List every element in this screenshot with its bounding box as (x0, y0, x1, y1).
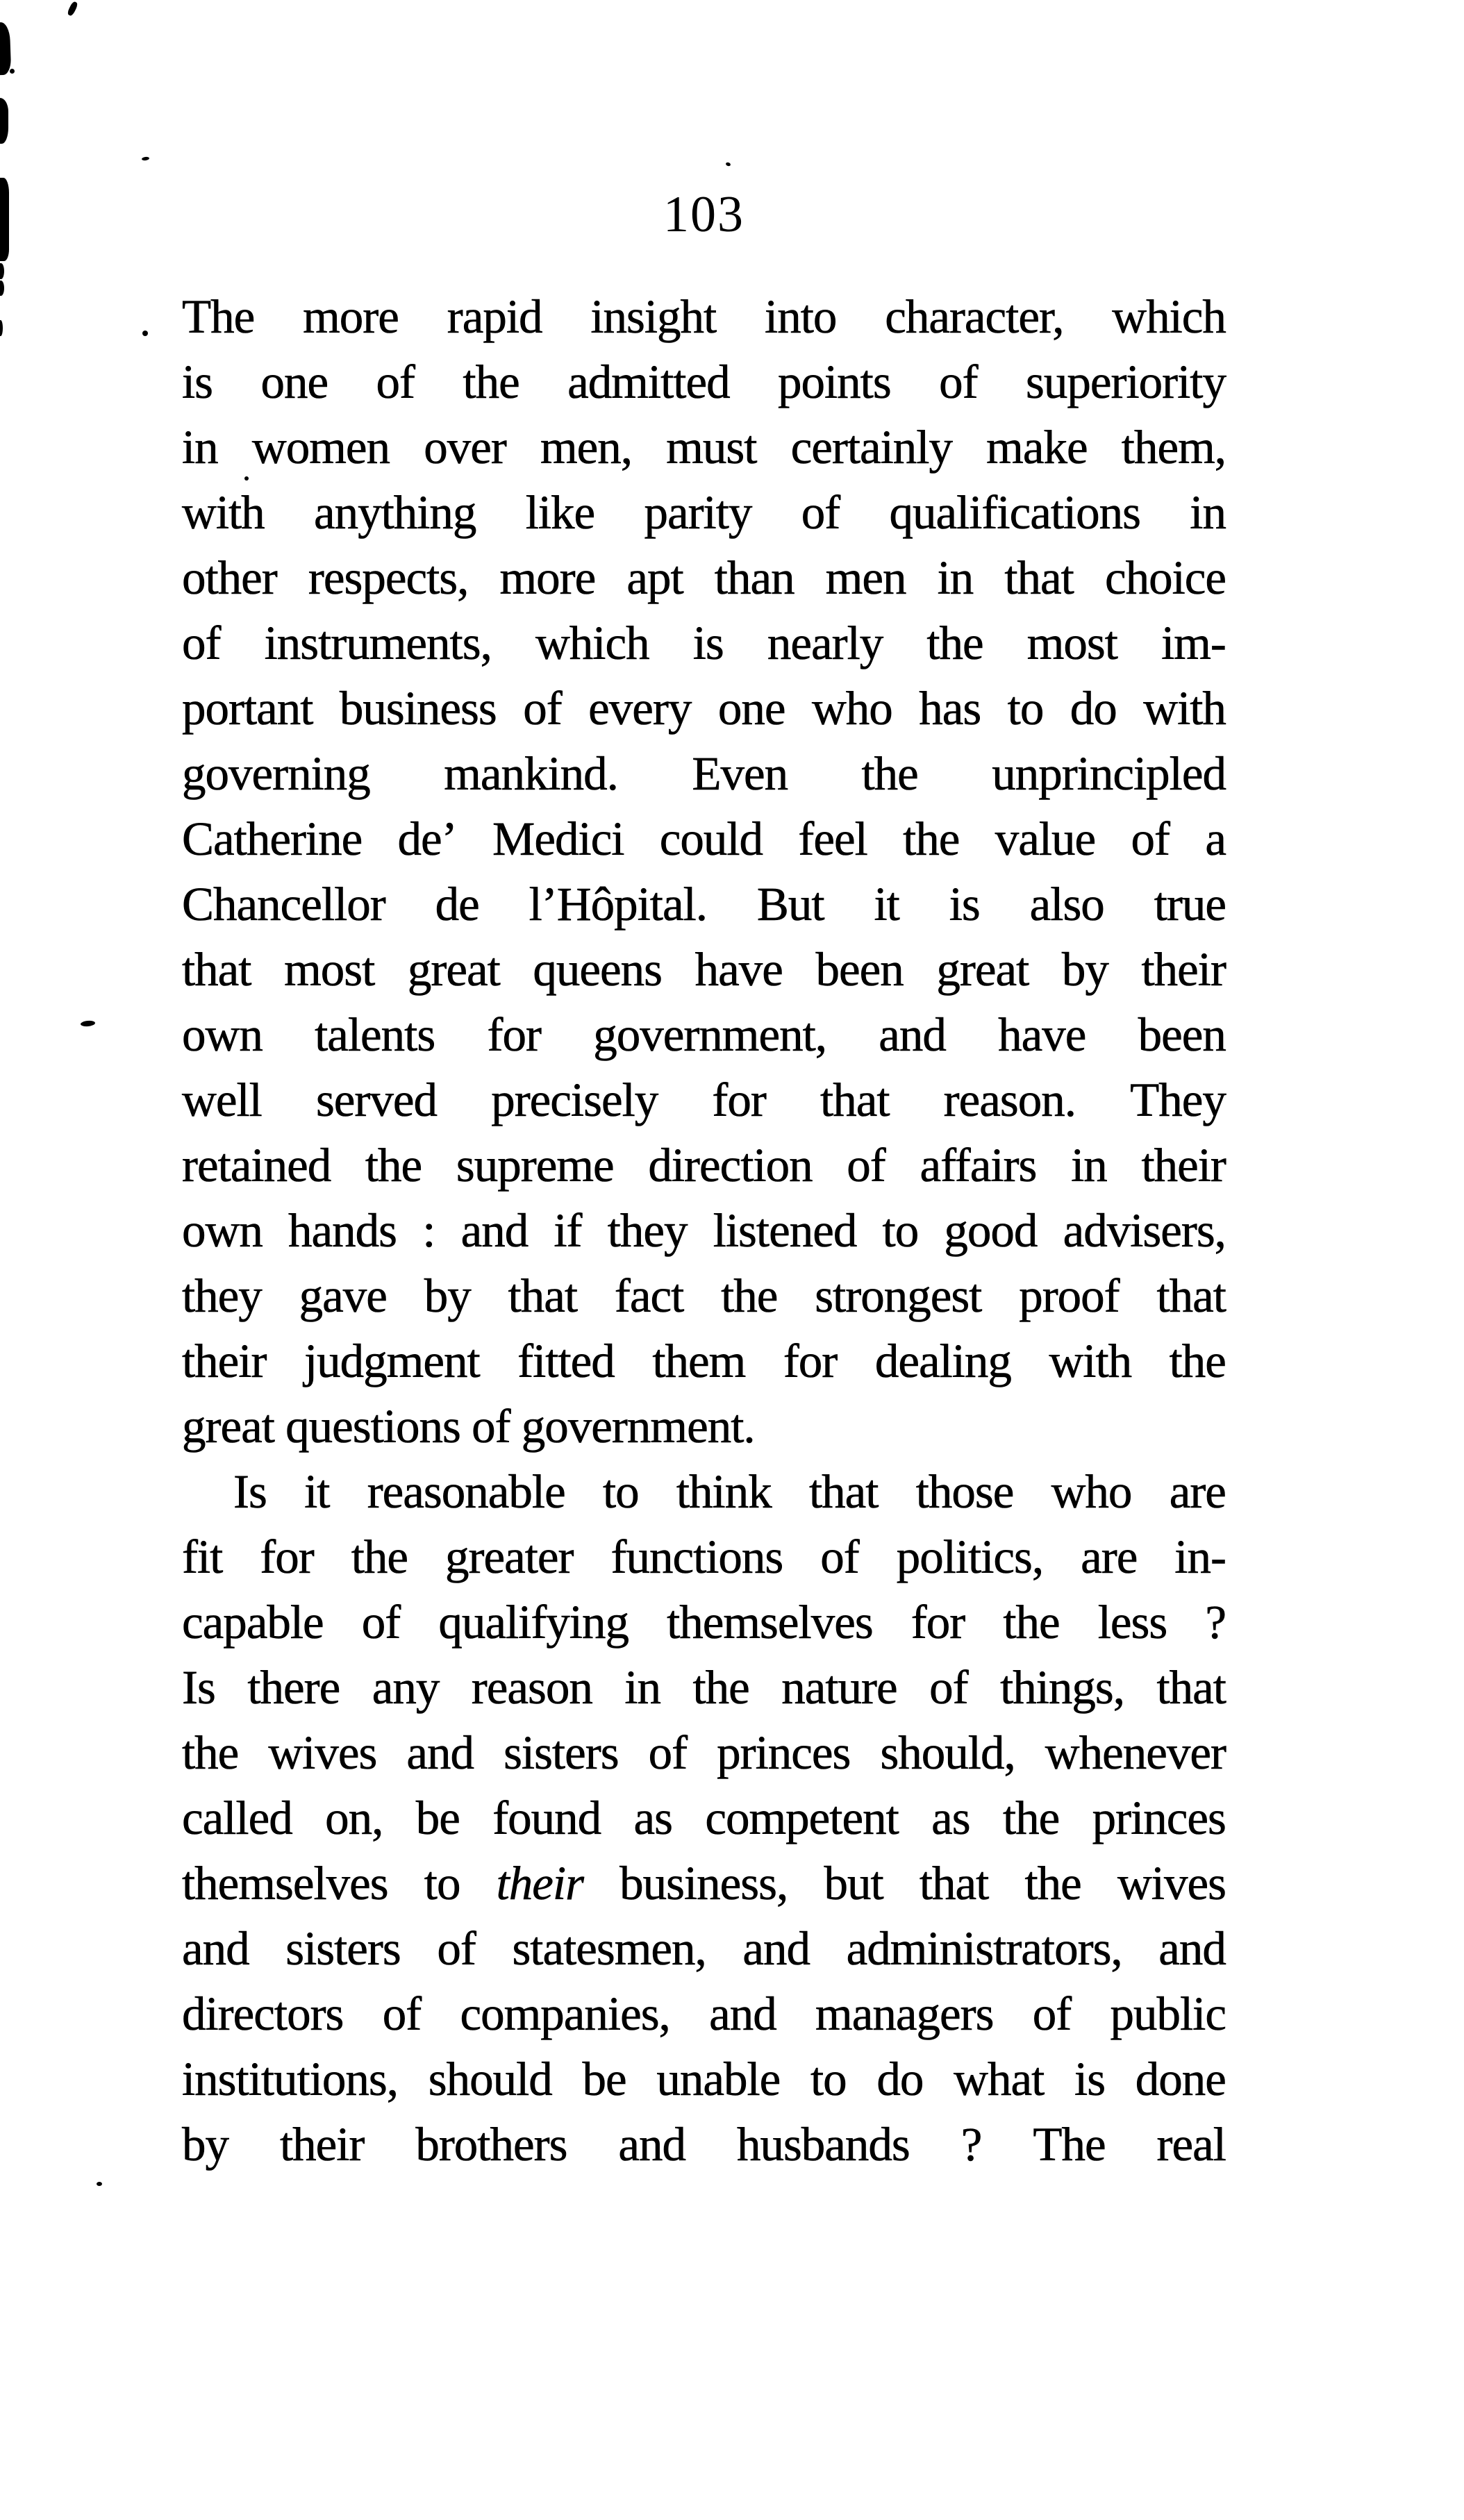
ink-dot-near-page-number (725, 162, 731, 167)
text-line (182, 1785, 1226, 1851)
word: for (260, 1530, 314, 1583)
word: ? (1205, 1596, 1226, 1649)
word: of (939, 356, 978, 408)
text-line (182, 806, 1226, 871)
word: and (709, 1987, 776, 2040)
word: parity (644, 486, 752, 539)
word: there (247, 1661, 340, 1714)
word: a (1205, 812, 1226, 865)
word: precisely (491, 1074, 658, 1126)
word: : (422, 1204, 435, 1257)
word: retained (182, 1139, 331, 1192)
word: also (1029, 878, 1104, 931)
word: the (351, 1530, 408, 1583)
text-line (182, 1916, 1226, 1981)
word: sisters (504, 1726, 619, 1779)
word: and (618, 2118, 686, 2171)
word: nearly (767, 617, 883, 669)
word: business, (619, 1857, 788, 1910)
word: on, (325, 1792, 383, 1844)
word: companies, (460, 1987, 670, 2040)
word: reasonable (367, 1465, 565, 1518)
word: of (437, 1922, 476, 1975)
word: has (919, 682, 981, 735)
word: public (1110, 1987, 1226, 2040)
word: strongest (815, 1269, 982, 1322)
word: could (659, 812, 763, 865)
word: the (365, 1139, 422, 1192)
word: husbands (736, 2118, 910, 2171)
word: to (424, 1857, 460, 1910)
word: which (1112, 290, 1226, 343)
word: them (652, 1335, 746, 1387)
ink-tick-top-artifact (67, 1, 78, 17)
word: great (936, 943, 1029, 996)
word: wives (1117, 1857, 1226, 1910)
word: their (182, 1335, 267, 1387)
word: good (944, 1204, 1038, 1257)
word: They (1130, 1074, 1226, 1126)
word: reason (471, 1661, 592, 1714)
word: governing (182, 747, 370, 800)
word: their (279, 2118, 365, 2171)
word: functions (610, 1530, 783, 1583)
word: of (376, 356, 415, 408)
word: princes (717, 1726, 851, 1779)
text-line (182, 1263, 1226, 1328)
word: most (284, 943, 375, 996)
word: true (1154, 878, 1226, 931)
word: that (508, 1269, 578, 1322)
word: the (1002, 1792, 1060, 1844)
word: to (1007, 682, 1044, 735)
word: for (910, 1596, 965, 1649)
word: of (523, 682, 562, 735)
text-line (182, 871, 1226, 937)
word: anything (313, 486, 476, 539)
ink-dash-left-margin (81, 1020, 96, 1027)
word: of (1131, 812, 1170, 865)
word: in- (1174, 1530, 1226, 1583)
word: the (1003, 1596, 1060, 1649)
word: that (919, 1857, 989, 1910)
word: sisters (285, 1922, 401, 1975)
word: for (712, 1074, 766, 1126)
binding-blob-artifact (0, 22, 11, 76)
word: but (824, 1857, 883, 1910)
word: to (602, 1465, 639, 1518)
word: government, (593, 1008, 827, 1061)
word: mankind. (444, 747, 618, 800)
text-line (182, 1851, 1226, 1916)
word: character, (885, 290, 1064, 343)
word: be (415, 1792, 460, 1844)
word: make (986, 421, 1088, 474)
word: in (937, 551, 974, 604)
text-line (182, 1328, 1226, 1394)
word: proof (1019, 1269, 1120, 1322)
word: Medici (492, 812, 624, 865)
word: most (1026, 617, 1117, 669)
word: listened (713, 1204, 857, 1257)
word: instruments, (264, 617, 492, 669)
word: managers (815, 1987, 994, 2040)
word: gave (299, 1269, 387, 1322)
word: judgment (303, 1335, 480, 1387)
word: men, (540, 421, 633, 474)
word: capable (182, 1596, 324, 1649)
word: like (525, 486, 595, 539)
word: of (182, 617, 221, 669)
word: superiority (1026, 356, 1226, 408)
word: advisers, (1063, 1204, 1226, 1257)
word: portant (182, 682, 313, 735)
word: Catherine (182, 812, 363, 865)
word: it (874, 878, 899, 931)
word: wives (268, 1726, 377, 1779)
word: administrators, (846, 1922, 1122, 1975)
text-line (182, 545, 1226, 610)
word: ? (960, 2118, 982, 2171)
word: unable (656, 2053, 781, 2105)
text-line (182, 415, 1226, 480)
word: But (756, 878, 824, 931)
word: men (825, 551, 906, 604)
word: fact (614, 1269, 684, 1322)
word: queens (533, 943, 663, 996)
word: found (492, 1792, 601, 1844)
word: princes (1092, 1792, 1226, 1844)
word: other (182, 551, 277, 604)
word: competent (705, 1792, 899, 1844)
word: of (847, 1139, 885, 1192)
word: fit (182, 1530, 223, 1583)
word: more (303, 290, 399, 343)
text-line (182, 2112, 1226, 2177)
text-line (182, 349, 1226, 415)
word: have (694, 943, 783, 996)
word: and (1158, 1922, 1226, 1975)
word: themselves (667, 1596, 873, 1649)
word: points (778, 356, 891, 408)
word: directors (182, 1987, 344, 2040)
word: women (251, 421, 390, 474)
word: than (714, 551, 795, 604)
word: who (1051, 1465, 1132, 1518)
word: talents (315, 1008, 435, 1061)
text-line (182, 1002, 1226, 1067)
word: institutions, (182, 2053, 398, 2105)
word: the (463, 356, 519, 408)
word: unprincipled (992, 747, 1226, 800)
word: over (424, 421, 506, 474)
word: insight (590, 290, 717, 343)
ink-dot-bottom-left (97, 2182, 102, 2186)
word: hands (288, 1204, 397, 1257)
word: they (182, 1269, 262, 1322)
word: those (915, 1465, 1014, 1518)
word: for (487, 1008, 541, 1061)
ink-dash-artifact (142, 156, 150, 160)
word: and (742, 1922, 810, 1975)
binding-blob-artifact (0, 281, 4, 296)
word: have (998, 1008, 1086, 1061)
text-line: great questions of government. (182, 1400, 755, 1453)
word: the (721, 1269, 778, 1322)
word: of (382, 1987, 422, 2040)
word: own (182, 1008, 263, 1061)
word: dealing (874, 1335, 1011, 1387)
word: in (624, 1661, 661, 1714)
word: that (1156, 1269, 1226, 1322)
text-line (182, 1524, 1226, 1589)
word: them, (1121, 421, 1226, 474)
text-line (182, 1589, 1226, 1655)
word: who (811, 682, 892, 735)
word: The (182, 290, 255, 343)
word: affairs (920, 1139, 1037, 1192)
word: in (182, 421, 218, 474)
word: are (1081, 1530, 1138, 1583)
word: of (648, 1726, 688, 1779)
word: to (810, 2053, 847, 2105)
word: been (815, 943, 904, 996)
binding-blob-artifact (0, 178, 9, 261)
text-line (182, 2046, 1226, 2112)
word: greater (445, 1530, 574, 1583)
word: they (607, 1204, 688, 1257)
word: respects, (308, 551, 469, 604)
word: Is (233, 1465, 267, 1518)
word: should, (880, 1726, 1015, 1779)
word: brothers (415, 2118, 567, 2171)
text-line (182, 1720, 1226, 1785)
word: as (633, 1792, 673, 1844)
word: is (1074, 2053, 1106, 2105)
word: rapid (447, 290, 542, 343)
word: what (954, 2053, 1045, 2105)
binding-blob-artifact (0, 98, 8, 144)
word: one (260, 356, 328, 408)
text-line (182, 1067, 1226, 1133)
word: reason. (943, 1074, 1076, 1126)
word: any (372, 1661, 440, 1714)
word: of (820, 1530, 859, 1583)
word: into (765, 290, 837, 343)
word: that (182, 943, 251, 996)
word: by (1061, 943, 1108, 996)
word: the (692, 1661, 749, 1714)
word: qualifications (889, 486, 1141, 539)
word: nature (781, 1661, 897, 1714)
binding-blob-dot-artifact (10, 69, 15, 74)
word: im- (1161, 617, 1226, 669)
word: themselves (182, 1857, 388, 1910)
word: in (1190, 486, 1226, 539)
word: been (1138, 1008, 1226, 1061)
text-line (182, 1981, 1226, 2046)
word: Even (692, 747, 788, 800)
word: The (1033, 2118, 1106, 2171)
word: should (428, 2053, 552, 2105)
word: of (1032, 1987, 1072, 2040)
word: with (182, 486, 265, 539)
text-line (182, 480, 1226, 545)
word: own (182, 1204, 263, 1257)
word: done (1135, 2053, 1226, 2105)
word: in (1071, 1139, 1107, 1192)
word: the (1169, 1335, 1226, 1387)
word: must (666, 421, 757, 474)
text-line (182, 937, 1226, 1002)
text-line (182, 741, 1226, 806)
word: supreme (456, 1139, 614, 1192)
word: do (876, 2053, 924, 2105)
word: business (339, 682, 497, 735)
word: be (582, 2053, 626, 2105)
word: served (315, 1074, 438, 1126)
word: less (1097, 1596, 1167, 1649)
word: direction (648, 1139, 813, 1192)
text-line (182, 1459, 1226, 1524)
word: as (931, 1792, 970, 1844)
word: the (182, 1726, 239, 1779)
word: and (406, 1726, 474, 1779)
word: and (879, 1008, 946, 1061)
word: every (588, 682, 692, 735)
word: and (460, 1204, 529, 1257)
word: that (808, 1465, 879, 1518)
text-line (182, 1198, 1226, 1263)
word: by (424, 1269, 471, 1322)
word: if (554, 1204, 582, 1257)
word: qualifying (438, 1596, 629, 1649)
word: that (1004, 551, 1074, 604)
word: politics, (896, 1530, 1044, 1583)
word: do (1070, 682, 1117, 735)
word: admitted (567, 356, 730, 408)
binding-blob-artifact (0, 320, 3, 336)
word: apt (626, 551, 683, 604)
word: the (903, 812, 960, 865)
word: great (407, 943, 500, 996)
word: is (182, 356, 213, 408)
word: of (361, 1596, 401, 1649)
word: Chancellor (182, 878, 385, 931)
word: it (304, 1465, 330, 1518)
word: are (1169, 1465, 1226, 1518)
word: feel (798, 812, 867, 865)
word: to (882, 1204, 919, 1257)
word: de’ (397, 812, 457, 865)
word: Is (182, 1661, 215, 1714)
word: with (1143, 682, 1226, 735)
word: de (435, 878, 479, 931)
word: statesmen, (512, 1922, 706, 1975)
word: the (926, 617, 983, 669)
word: choice (1104, 551, 1226, 604)
word: with (1049, 1335, 1132, 1387)
word: one (717, 682, 785, 735)
word: the (1024, 1857, 1081, 1910)
text-line (182, 676, 1226, 741)
word: by (182, 2118, 228, 2171)
word: is (949, 878, 980, 931)
word: things, (1000, 1661, 1125, 1714)
word: their (1141, 943, 1226, 996)
word: that (820, 1074, 890, 1126)
word: fitted (517, 1335, 615, 1387)
word: of (929, 1661, 968, 1714)
word: their (1141, 1139, 1226, 1192)
word: think (676, 1465, 772, 1518)
word: l’Hôpital. (529, 878, 708, 931)
text-block (182, 284, 1226, 2177)
text-line (182, 284, 1226, 349)
word: which (535, 617, 649, 669)
word: their (496, 1857, 583, 1910)
word: for (783, 1335, 838, 1387)
page-number: 103 (663, 186, 745, 243)
word: and (182, 1922, 249, 1975)
word: value (995, 812, 1096, 865)
word: more (499, 551, 596, 604)
text-line (182, 1655, 1226, 1720)
word: whenever (1045, 1726, 1226, 1779)
word: called (182, 1792, 292, 1844)
word: is (692, 617, 724, 669)
text-line (182, 610, 1226, 676)
word: of (801, 486, 840, 539)
ink-dot-left-of-first-line (142, 331, 148, 336)
text-line (182, 1133, 1226, 1198)
word: well (182, 1074, 262, 1126)
binding-blob-artifact (0, 263, 4, 279)
word: that (1156, 1661, 1226, 1714)
word: certainly (790, 421, 952, 474)
word: the (861, 747, 918, 800)
word: real (1156, 2118, 1226, 2171)
